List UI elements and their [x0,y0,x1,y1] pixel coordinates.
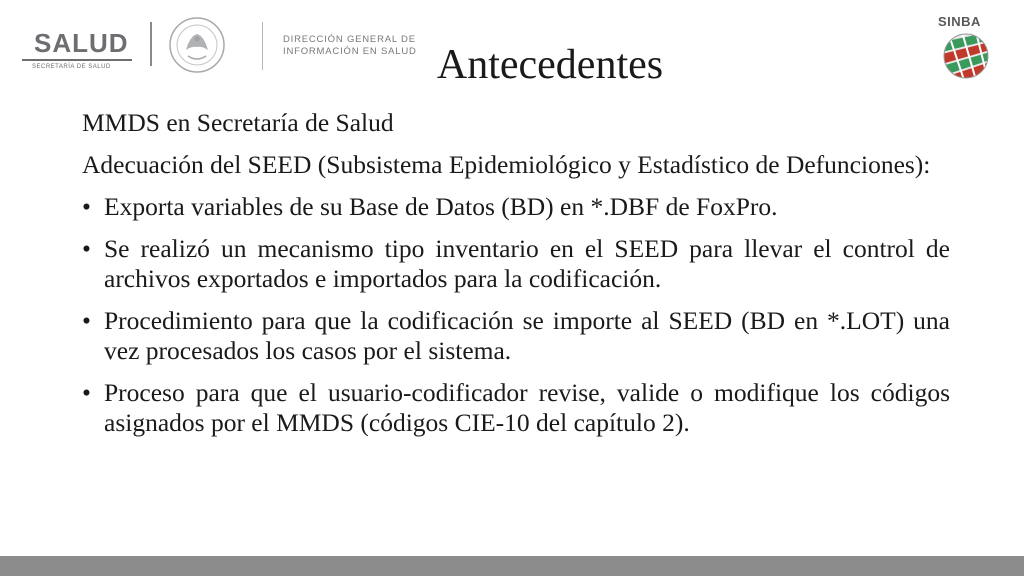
slide-subtitle: MMDS en Secretaría de Salud [82,108,394,137]
salud-logo-word: SALUD [34,28,129,58]
footer-bar [0,556,1024,576]
bullet-text: Proceso para que el usuario-codificador revise, valide o modifique los códigos asignados por el MMDS (códigos CIE-10 del capítulo 2). [104,378,950,437]
bullet-dot: • [82,378,91,407]
bullet-text: Procedimiento para que la codificación se importe al SEED (BD en *.LOT) una vez procesados los casos por el sistema. [104,306,950,365]
intro-paragraph: Adecuación del SEED (Subsistema Epidemiológico y Estadístico de Defunciones): [82,150,931,179]
bullet-text: Exporta variables de su Base de Datos (BD) en *.DBF de FoxPro. [104,192,778,221]
sinba-label: SINBA [938,14,981,29]
bullet-dot: • [82,234,91,263]
salud-logo-subtitle: SECRETARÍA DE SALUD [32,64,111,70]
bullet-list [82,192,950,438]
bullet-dot: • [82,306,91,335]
bullet-text: Se realizó un mecanismo tipo inventario en el SEED para llevar el control de archivos exportados e importados para la codificación. [104,234,950,293]
slide-body [82,108,950,438]
dgis-line: INFORMACIÓN EN SALUD [283,46,417,57]
bullet-dot: • [82,192,91,221]
bullet-item [82,378,950,438]
bullet-item [82,192,950,222]
slide-title: Antecedentes [436,42,664,88]
bullet-item [82,306,950,366]
dgis-line: DIRECCIÓN GENERAL DE [283,34,416,45]
bullet-item [82,234,950,294]
